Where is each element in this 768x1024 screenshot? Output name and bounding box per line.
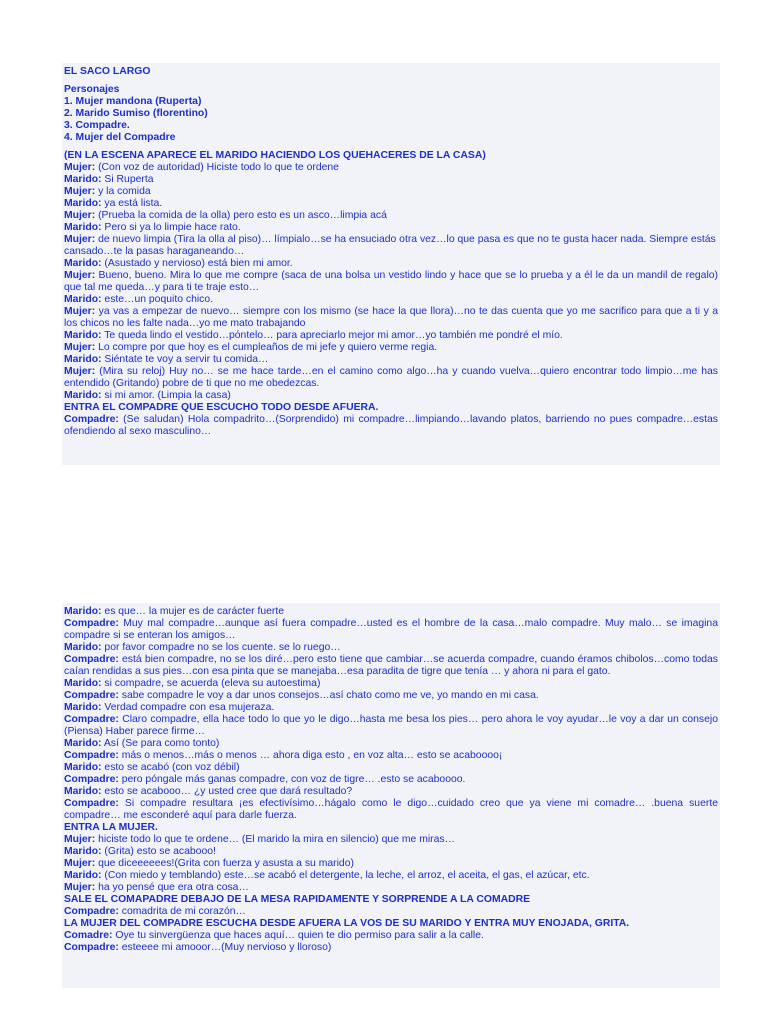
speaker-name: Marido: <box>64 786 102 797</box>
dialogue-line <box>64 774 718 786</box>
speaker-name: Compadre: <box>64 414 119 425</box>
speaker-name: Mujer: <box>64 186 96 197</box>
speaker-name: Marido: <box>64 222 102 233</box>
script-page-2 <box>62 603 720 988</box>
speaker-name: Marido: <box>64 294 102 305</box>
dialogue-line <box>64 714 718 738</box>
dialogue-text: (Con voz de autoridad) Hiciste todo lo que te ordene <box>95 162 339 173</box>
dialogue-line <box>64 858 718 870</box>
speaker-name: Mujer: <box>64 342 96 353</box>
stage-direction <box>64 894 718 906</box>
dialogue-line <box>64 618 718 642</box>
speaker-name: Marido: <box>64 846 102 857</box>
speaker-name: Compadre: <box>64 750 119 761</box>
speaker-name: Marido: <box>64 606 102 617</box>
character-item: 4. Mujer del Compadre <box>64 132 176 143</box>
dialogue-text: este…un poquito chico. <box>101 294 214 305</box>
stage-direction-text: (EN LA ESCENA APARECE EL MARIDO HACIENDO LOS QUEHACERES DE LA CASA) <box>64 150 486 161</box>
dialogue-text: esto se acabooo… ¿y usted cree que dará resultado? <box>101 786 353 797</box>
dialogue-text: (Grita) esto se acabooo! <box>101 846 216 857</box>
dialogue-line <box>64 834 718 846</box>
script-page-1 <box>62 63 720 465</box>
dialogue-line <box>64 306 718 330</box>
dialogue-text: ya está lista. <box>101 198 163 209</box>
stage-direction-text: ENTRA EL COMPADRE QUE ESCUCHO TODO DESDE AFUERA. <box>64 402 379 413</box>
dialogue-text: por favor compadre no se los cuente. se lo ruego… <box>101 642 341 653</box>
dialogue-line <box>64 354 718 366</box>
dialogue-text: Si compadre resultara ¡es efectivísimo…hágalo como le digo…cuidado creo que ya viene mi comadre… .buena suerte compadre… me esconderé aquí para darle fuerza. <box>64 798 718 821</box>
dialogue-line <box>64 846 718 858</box>
speaker-name: Compadre: <box>64 618 119 629</box>
speaker-name: Compadre: <box>64 774 119 785</box>
speaker-name: Marido: <box>64 174 102 185</box>
dialogue-text: Te queda lindo el vestido…pόntelo… para apreciarlo mejor mi amor…yo también me pondré el mío. <box>101 330 563 341</box>
dialogue-text: más o menos…más o menos … ahora diga esto , en voz alta… esto se acaboooo¡ <box>118 750 503 761</box>
dialogue-line <box>64 786 718 798</box>
speaker-name: Marido: <box>64 738 102 749</box>
dialogue-line <box>64 930 718 942</box>
dialogue-line <box>64 738 718 750</box>
dialogue-line <box>64 678 718 690</box>
speaker-name: Marido: <box>64 198 102 209</box>
speaker-name: Marido: <box>64 330 102 341</box>
speaker-name: Mujer: <box>64 882 96 893</box>
speaker-name: Mujer: <box>64 834 96 845</box>
dialogue-text: (Asustado y nervioso) está bien mi amor. <box>101 258 293 269</box>
stage-direction <box>64 402 718 414</box>
speaker-name: Compadre: <box>64 690 119 701</box>
dialogue-text: si compadre, se acuerda (eleva su autoestima) <box>101 678 321 689</box>
dialogue-text: ha yo pensé que era otra cosa… <box>95 882 249 893</box>
dialogue-text: Oye tu sinvergüenza que haces aquí… quien te dio permiso para salir a la calle. <box>112 930 484 941</box>
dialogue-line <box>64 342 718 354</box>
dialogue-line <box>64 162 718 174</box>
speaker-name: Compadre: <box>64 654 119 665</box>
speaker-name: Mujer: <box>64 270 96 281</box>
dialogue-line <box>64 654 718 678</box>
stage-direction-text: ENTRA LA MUJER. <box>64 822 158 833</box>
speaker-name: Marido: <box>64 258 102 269</box>
dialogue-text: (Con miedo y temblando) este…se acabó el detergente, la leche, el arroz, el aceita, el gas, el azúcar, etc. <box>101 870 590 881</box>
stage-direction <box>64 822 718 834</box>
speaker-name: Marido: <box>64 702 102 713</box>
character-item: 1. Mujer mandona (Ruperta) <box>64 96 202 107</box>
dialogue-text: está bien compadre, no se los diré…pero esto tiene que cambiar…se acuerda compadre, cuando éramos chibolos…como todas caían rendidas a sus pies…con esa pinta que se manejaba…esa paradita de tigre que tenía … y ahora ni para el gato. <box>64 654 718 677</box>
dialogue-line <box>64 270 718 294</box>
character-item: 2. Marido Sumiso (florentino) <box>64 108 208 119</box>
speaker-name: Mujer: <box>64 162 96 173</box>
characters-label: Personajes <box>64 84 120 95</box>
dialogue-line <box>64 870 718 882</box>
dialogue-text: si mi amor. (Limpia la casa) <box>101 390 231 401</box>
characters-list <box>64 96 718 144</box>
speaker-name: Mujer: <box>64 210 96 221</box>
dialogue-line <box>64 330 718 342</box>
dialogue-line <box>64 942 718 954</box>
dialogue-text: Claro compadre, ella hace todo lo que yo le digo…hasta me besa los pies… pero ahora le voy ayudar…le voy a dar un consejo (Piensa) Haber parece firme… <box>64 714 718 737</box>
dialogue-text: sabe compadre le voy a dar unos consejos…así chato como me ve, yo mando en mi casa. <box>118 690 539 701</box>
dialogue-text: esteeee mi amooor…(Muy nervioso y lloroso) <box>118 942 332 953</box>
dialogue-line <box>64 294 718 306</box>
dialogue-text: Siéntate te voy a servir tu comida… <box>101 354 269 365</box>
stage-direction-text: LA MUJER DEL COMPADRE ESCUCHA DESDE AFUERA LA VOS DE SU MARIDO Y ENTRA MUY ENOJADA, GRITA. <box>64 918 630 929</box>
speaker-name: Marido: <box>64 762 102 773</box>
play-title: EL SACO LARGO <box>64 66 151 77</box>
speaker-name: Marido: <box>64 870 102 881</box>
dialogue-text: ya vas a empezar de nuevo… siempre con los mismo (se hace la que llora)…no te das cuenta que yo me sacrifico para que a ti y a los chicos no les falte nada…yo me mato trabajando <box>64 306 718 329</box>
speaker-name: Marido: <box>64 354 102 365</box>
speaker-name: Comadre: <box>64 930 113 941</box>
dialogue-line <box>64 702 718 714</box>
speaker-name: Marido: <box>64 390 102 401</box>
speaker-name: Marido: <box>64 678 102 689</box>
speaker-name: Compadre: <box>64 714 119 725</box>
speaker-name: Mujer: <box>64 858 96 869</box>
dialogue-text: esto se acabó (con voz débil) <box>101 762 240 773</box>
dialogue-text: Pero si ya lo limpie hace rato. <box>101 222 241 233</box>
dialogue-text: Lo compre por que hoy es el cumpleaños de mi jefe y quiero verme regia. <box>95 342 438 353</box>
dialogue-text: (Prueba la comida de la olla) pero esto es un asco…limpia acá <box>95 210 387 221</box>
dialogue-text: Bueno, bueno. Mira lo que me compre (saca de una bolsa un vestido lindo y hace que se lo prueba y a él le da un mandil de regalo) que tal me queda…y para ti te traje esto… <box>64 270 718 293</box>
dialogue-line <box>64 210 718 222</box>
dialogue-text: comadrita de mi corazón… <box>118 906 246 917</box>
character-item: 3. Compadre. <box>64 120 130 131</box>
dialogue-text: pero póngale más ganas compadre, con voz de tigre… .esto se acaboooo. <box>118 774 466 785</box>
stage-direction <box>64 918 718 930</box>
dialogue-text: y la comida <box>95 186 151 197</box>
dialogue-line <box>64 258 718 270</box>
dialogue-line <box>64 798 718 822</box>
dialogue-line <box>64 390 718 402</box>
dialogue-text: Muy mal compadre…aunque así fuera compadre…usted es el hombre de la casa…malo compadre. Muy malo… se imagina compadre si se enteran los amigos… <box>64 618 718 641</box>
speaker-name: Compadre: <box>64 942 119 953</box>
dialogue-line <box>64 606 718 618</box>
speaker-name: Mujer: <box>64 234 96 245</box>
dialogue-line <box>64 174 718 186</box>
dialogue-line <box>64 186 718 198</box>
dialogue-line <box>64 750 718 762</box>
stage-direction-text: SALE EL COMAPADRE DEBAJO DE LA MESA RAPIDAMENTE Y SORPRENDE A LA COMADRE <box>64 894 531 905</box>
dialogue-line <box>64 642 718 654</box>
dialogue-list <box>64 150 718 438</box>
dialogue-line <box>64 198 718 210</box>
dialogue-text: de nuevo limpia (Tira la olla al piso)… límpialo…se ha ensuciado otra vez…lo que pasa es que no te gusta hacer nada. Siempre estás cansado…te la pasas haraganeando… <box>64 234 716 257</box>
speaker-name: Mujer: <box>64 366 96 377</box>
dialogue-text: es que… la mujer es de carácter fuerte <box>101 606 285 617</box>
dialogue-text: hiciste todo lo que te ordene… (El marido la mira en silencio) que me miras… <box>95 834 455 845</box>
speaker-name: Compadre: <box>64 906 119 917</box>
dialogue-line <box>64 762 718 774</box>
dialogue-line <box>64 414 718 438</box>
speaker-name: Marido: <box>64 642 102 653</box>
dialogue-line <box>64 222 718 234</box>
dialogue-line <box>64 234 718 258</box>
dialogue-text: que diceeeeees!(Grita con fuerza y asusta a su marido) <box>95 858 354 869</box>
speaker-name: Compadre: <box>64 798 119 809</box>
dialogue-text: (Se saludan) Hola compadrito…(Sorprendido) mi compadre…limpiando…lavando platos, barriendo no pues compadre…estas ofendiendo al sexo masculino… <box>64 414 718 437</box>
dialogue-text: (Mira su reloj) Huy no… se me hace tarde…en el camino como algo…ha y cuando vuelva…quiero encontrar todo limpio…me has entendido (Gritando) pobre de ti que no me obedezcas. <box>64 366 718 389</box>
dialogue-line <box>64 882 718 894</box>
dialogue-line <box>64 690 718 702</box>
stage-direction <box>64 150 718 162</box>
dialogue-text: Verdad compadre con esa mujeraza. <box>101 702 275 713</box>
dialogue-text: Si Ruperta <box>101 174 154 185</box>
speaker-name: Mujer: <box>64 306 96 317</box>
dialogue-text: Así (Se para como tonto) <box>101 738 220 749</box>
dialogue-list <box>64 606 718 954</box>
dialogue-line <box>64 906 718 918</box>
dialogue-line <box>64 366 718 390</box>
